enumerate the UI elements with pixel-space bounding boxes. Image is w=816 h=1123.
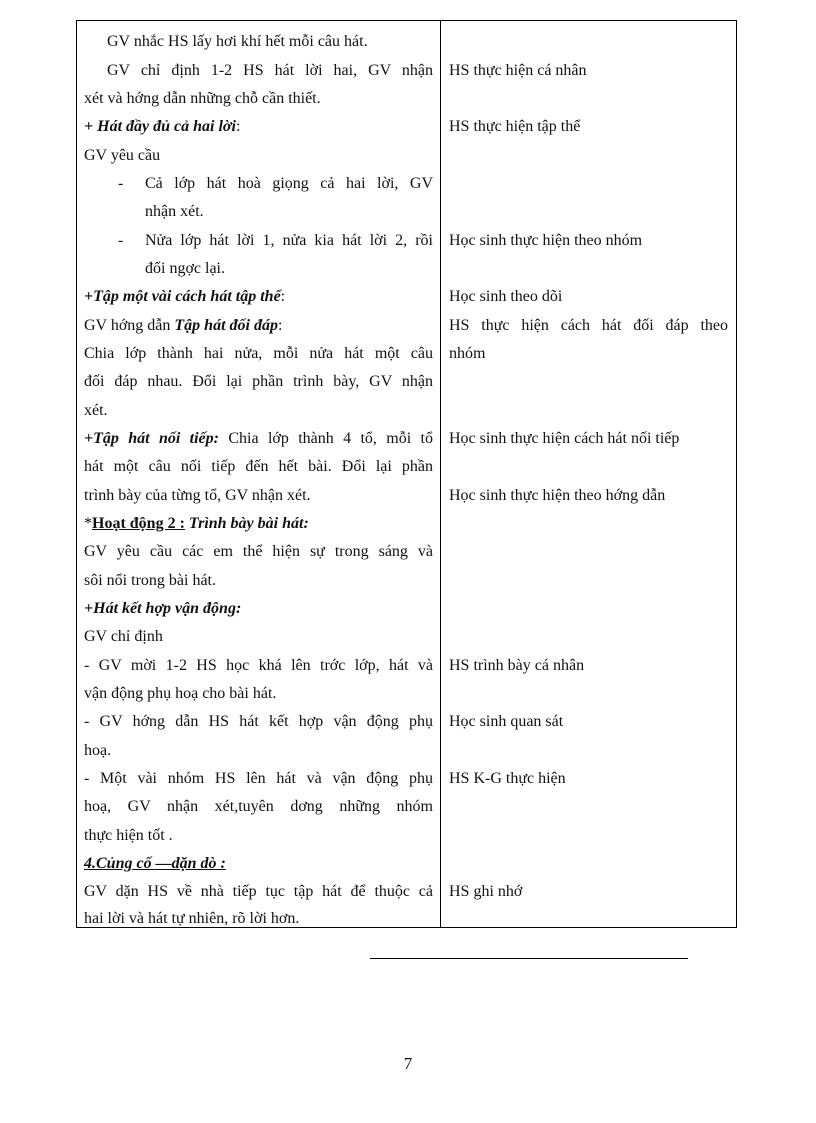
- bullet-dash: -: [118, 175, 124, 192]
- left-line-25: - GV hớng dẫn HS hát kết hợp vận động phụ: [84, 713, 433, 730]
- section-heading: +Hát kết hợp vận động:: [84, 600, 242, 617]
- bullet-dash: -: [118, 232, 124, 249]
- section-heading: Tập hát đối đáp: [174, 317, 278, 334]
- section-heading: 4.Củng cố —dặn dò :: [84, 855, 226, 872]
- left-line-14: xét.: [84, 402, 108, 419]
- left-line-23: - GV mời 1-2 HS học khá lên trớc lớp, hát và: [84, 657, 433, 674]
- left-line-12: Chia lớp thành hai nửa, mỗi nửa hát một câu: [84, 345, 433, 362]
- left-line-24: vận động phụ hoạ cho bài hát.: [84, 685, 277, 702]
- left-line-3: xét và hớng dẫn những chỗ cần thiết.: [84, 90, 321, 107]
- left-line-30: [84, 850, 226, 878]
- right-line-10: Học sinh quan sát: [449, 713, 564, 730]
- left-line-11: GV hớng dẫn Tập hát đối đáp:: [84, 317, 283, 334]
- right-line-9: HS trình bày cá nhân: [449, 657, 585, 674]
- section-heading: + Hát đầy đủ cả hai lời: [84, 118, 236, 135]
- left-line-22: GV chỉ định: [84, 628, 163, 645]
- right-line-3: Học sinh thực hiện theo nhóm: [449, 232, 643, 249]
- left-line-26: hoạ.: [84, 742, 112, 759]
- right-line-11: HS K-G thực hiện: [449, 770, 566, 787]
- right-line-12: HS ghi nhớ: [449, 883, 523, 900]
- left-line-2: GV chỉ định 1-2 HS hát lời hai, GV nhận: [107, 62, 433, 79]
- left-line-28: hoạ, GV nhận xét,tuyên dơng những nhóm: [84, 798, 433, 815]
- activity-heading: Hoạt động 2 :: [92, 515, 185, 532]
- left-line-5: GV yêu cầu: [84, 147, 161, 164]
- right-line-4: Học sinh theo dõi: [449, 288, 563, 305]
- left-line-21: [84, 595, 241, 623]
- left-line-32: hai lời và hát tự nhiên, rõ lời hơn.: [84, 910, 300, 927]
- left-line-18: *Hoạt động 2 : Trình bày bài hát:: [84, 515, 309, 532]
- section-heading: +Tập hát nối tiếp:: [84, 430, 219, 447]
- left-line-20: sôi nổi trong bài hát.: [84, 572, 216, 589]
- right-line-8: Học sinh thực hiện theo hớng dẫn: [449, 487, 666, 504]
- right-line-1: HS thực hiện cá nhân: [449, 62, 587, 79]
- page-number: 7: [403, 1054, 413, 1073]
- left-line-1: GV nhắc HS lấy hơi khí hết mỗi câu hát.: [107, 33, 368, 50]
- left-line-4: + Hát đầy đủ cả hai lời:: [84, 118, 241, 135]
- left-line-8: Nửa lớp hát lời 1, nửa kia hát lời 2, rồi: [145, 232, 433, 249]
- left-line-19: GV yêu cầu các em thể hiện sự trong sáng và: [84, 543, 433, 560]
- left-line-16: hát một câu nối tiếp đến hết bài. Đổi lại phần: [84, 458, 433, 475]
- left-line-9: đổi ngợc lại.: [145, 260, 225, 277]
- left-line-15: +Tập hát nối tiếp: Chia lớp thành 4 tổ, mỗi tổ: [84, 430, 434, 447]
- right-line-6: nhóm: [449, 345, 486, 362]
- left-line-27: - Một vài nhóm HS lên hát và vận động phụ: [84, 770, 433, 787]
- left-line-17: trình bày của từng tổ, GV nhận xét.: [84, 487, 311, 504]
- right-line-7: Học sinh thực hiện cách hát nối tiếp: [449, 430, 680, 447]
- left-line-10: +Tập một vài cách hát tập thể:: [84, 288, 286, 305]
- left-line-13: đối đáp nhau. Đổi lại phần trình bày, GV nhận: [84, 373, 433, 390]
- column-divider: [440, 20, 441, 928]
- section-heading: +Tập một vài cách hát tập thể: [84, 288, 281, 305]
- left-line-6: Cả lớp hát hoà giọng cả hai lời, GV: [145, 175, 433, 192]
- left-line-7: nhận xét.: [145, 203, 204, 220]
- footer-rule: [370, 958, 688, 959]
- right-line-2: HS thực hiện tập thể: [449, 118, 581, 135]
- left-line-31: GV dặn HS về nhà tiếp tục tập hát để thuộc cả: [84, 883, 433, 900]
- left-line-29: thực hiện tốt .: [84, 827, 173, 844]
- right-line-5: HS thực hiện cách hát đối đáp theo: [449, 317, 728, 334]
